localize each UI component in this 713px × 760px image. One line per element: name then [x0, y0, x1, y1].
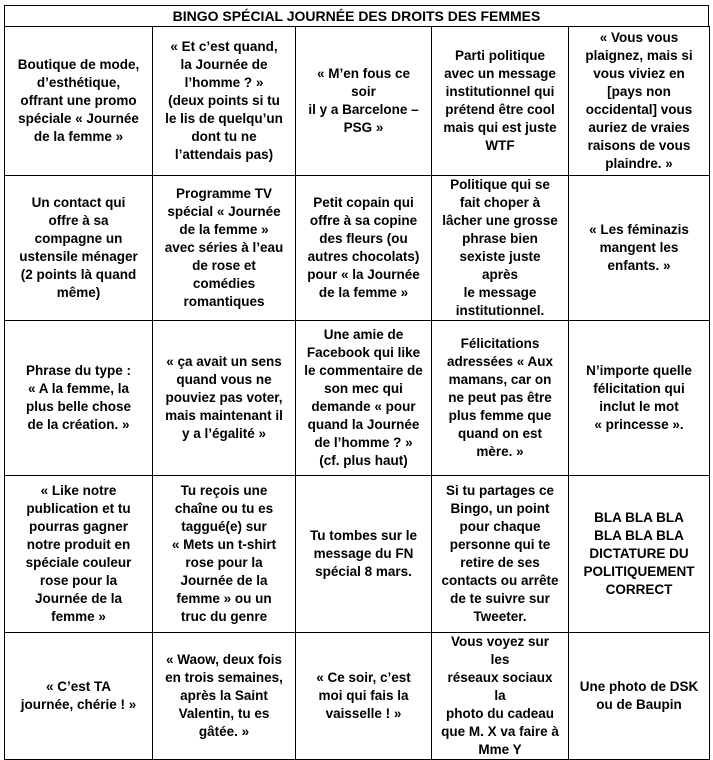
bingo-cell: Petit copain qui offre à sa copine des fleurs (ou autres chocolats) pour « la Journée de la femme » [296, 176, 432, 321]
bingo-cell: « ça avait un sens quand vous ne pouviez pas voter, mais maintenant il y a l’égalité » [153, 321, 296, 476]
bingo-cell: Boutique de mode, d’esthétique, offrant une promo spéciale « Journée de la femme » [5, 27, 153, 176]
bingo-cell: « M’en fous ce soir il y a Barcelone – PSG » [296, 27, 432, 176]
bingo-cell: Si tu partages ce Bingo, un point pour chaque personne qui te retire de ses contacts ou arrête de te suivre sur Tweeter. [432, 476, 569, 633]
grid-row [5, 176, 710, 321]
bingo-cell: Phrase du type : « A la femme, la plus belle chose de la création. » [5, 321, 153, 476]
bingo-cell: « Ce soir, c’est moi qui fais la vaisselle ! » [296, 633, 432, 760]
bingo-cell: « Et c’est quand, la Journée de l’homme ? » (deux points si tu le lis de quelqu’un dont tu ne l’attendais pas) [153, 27, 296, 176]
bingo-cell: Politique qui se fait choper à lâcher une grosse phrase bien sexiste juste après le message institutionnel. [432, 176, 569, 321]
bingo-cell: « Waow, deux fois en trois semaines, après la Saint Valentin, tu es gâtée. » [153, 633, 296, 760]
grid-row [5, 633, 710, 760]
bingo-title: BINGO SPÉCIAL JOURNÉE DES DROITS DES FEMMES [4, 5, 709, 26]
bingo-cell: Une photo de DSK ou de Baupin [569, 633, 710, 760]
bingo-cell: Programme TV spécial « Journée de la femme » avec séries à l’eau de rose et comédies romantiques [153, 176, 296, 321]
grid-row [5, 476, 710, 633]
grid-row [5, 321, 710, 476]
bingo-cell: « Les féminazis mangent les enfants. » [569, 176, 710, 321]
bingo-sheet [4, 5, 709, 757]
bingo-cell: BLA BLA BLA BLA BLA BLA DICTATURE DU POLITIQUEMENT CORRECT [569, 476, 710, 633]
bingo-cell: « Like notre publication et tu pourras gagner notre produit en spéciale couleur rose pour la Journée de la femme » [5, 476, 153, 633]
bingo-cell: Félicitations adressées « Aux mamans, car on ne peut pas être plus femme que quand on est mère. » [432, 321, 569, 476]
bingo-cell: « Vous vous plaignez, mais si vous viviez en [pays non occidental] vous auriez de vraies raisons de vous plaindre. » [569, 27, 710, 176]
bingo-cell: Tu tombes sur le message du FN spécial 8 mars. [296, 476, 432, 633]
bingo-cell: Tu reçois une chaîne ou tu es taggué(e) sur « Mets un t-shirt rose pour la Journée de la femme » ou un truc du genre [153, 476, 296, 633]
grid-row [5, 27, 710, 176]
bingo-grid [4, 26, 710, 760]
bingo-cell: N’importe quelle félicitation qui inclut le mot « princesse ». [569, 321, 710, 476]
bingo-cell: Une amie de Facebook qui like le commentaire de son mec qui demande « pour quand la Journée de l’homme ? » (cf. plus haut) [296, 321, 432, 476]
bingo-cell: Parti politique avec un message institutionnel qui prétend être cool mais qui est juste WTF [432, 27, 569, 176]
bingo-cell: « C’est TA journée, chérie ! » [5, 633, 153, 760]
bingo-cell: Un contact qui offre à sa compagne un ustensile ménager (2 points là quand même) [5, 176, 153, 321]
bingo-cell: Vous voyez sur les réseaux sociaux la photo du cadeau que M. X va faire à Mme Y [432, 633, 569, 760]
